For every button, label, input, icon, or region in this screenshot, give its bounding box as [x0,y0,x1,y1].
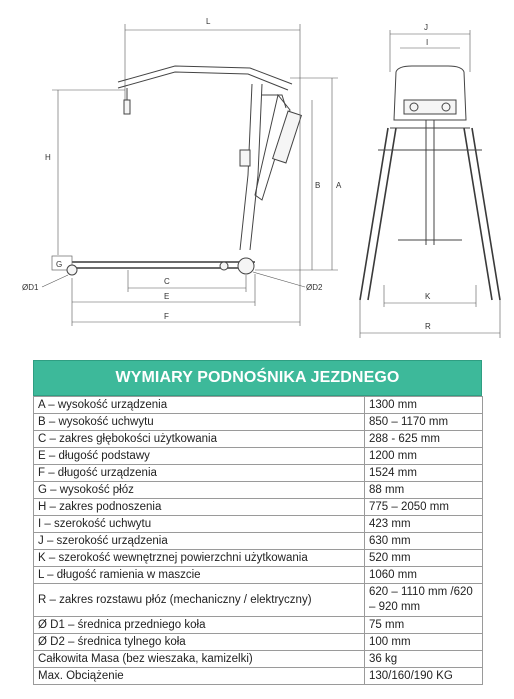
dim-label-B: B [315,181,321,190]
row-label: C – zakres głębokości użytkowania [34,431,365,448]
dim-label-A: A [336,181,342,190]
dim-label-G: G [56,260,63,269]
row-value: 288 - 625 mm [365,431,483,448]
front-view [360,23,500,338]
row-value: 130/160/190 KG [365,668,483,685]
row-value: 36 kg [365,651,483,668]
row-value: 850 – 1170 mm [365,414,483,431]
table-row [34,448,483,465]
dim-label-I: I [426,38,429,47]
table-row [34,668,483,685]
row-label: R – zakres rozstawu płóz (mechaniczny / elektryczny) [34,584,365,617]
row-value: 1300 mm [365,397,483,414]
table-title: WYMIARY PODNOŚNIKA JEZDNEGO [115,369,400,386]
row-value: 1524 mm [365,465,483,482]
dim-label-J: J [424,23,428,32]
row-label: A – wysokość urządzenia [34,397,365,414]
table-title-bar [33,360,482,396]
row-label: Ø D2 – średnica tylnego koła [34,634,365,651]
dim-label-K: K [425,292,431,301]
row-label: G – wysokość płóz [34,482,365,499]
row-value: 1200 mm [365,448,483,465]
dim-label-D1: ØD1 [22,283,39,292]
row-label: Max. Obciążenie [34,668,365,685]
table-row [34,516,483,533]
dim-label-F: F [164,312,169,321]
dim-label-D2: ØD2 [306,283,323,292]
row-value: 630 mm [365,533,483,550]
row-label: H – zakres podnoszenia [34,499,365,516]
table-row [34,482,483,499]
row-label: I – szerokość uchwytu [34,516,365,533]
dim-label-H: H [45,153,51,162]
dim-label-R: R [425,322,431,331]
side-view [22,17,342,326]
dimensions-table [33,360,482,685]
row-value: 520 mm [365,550,483,567]
row-value: 88 mm [365,482,483,499]
table-row [34,617,483,634]
table-row [34,651,483,668]
row-label: E – długość podstawy [34,448,365,465]
row-label: K – szerokość wewnętrznej powierzchni użytkowania [34,550,365,567]
dimensions-grid [33,396,483,685]
table-row [34,414,483,431]
table-row [34,634,483,651]
table-row [34,499,483,516]
row-label: L – długość ramienia w maszcie [34,567,365,584]
row-value: 423 mm [365,516,483,533]
row-label: F – długość urządzenia [34,465,365,482]
table-row [34,431,483,448]
table-row [34,550,483,567]
row-value: 75 mm [365,617,483,634]
table-row [34,465,483,482]
row-label: Ø D1 – średnica przedniego koła [34,617,365,634]
row-label: J – szerokość urządzenia [34,533,365,550]
row-label: B – wysokość uchwytu [34,414,365,431]
technical-drawing [0,0,514,345]
table-row [34,584,483,617]
dim-label-L: L [206,17,211,26]
table-row [34,397,483,414]
row-value: 1060 mm [365,567,483,584]
dim-label-C: C [164,277,170,286]
dim-label-E: E [164,292,170,301]
table-row [34,533,483,550]
row-value: 620 – 1110 mm /620 – 920 mm [365,584,483,617]
table-row [34,567,483,584]
row-value: 775 – 2050 mm [365,499,483,516]
row-label: Całkowita Masa (bez wieszaka, kamizelki) [34,651,365,668]
row-value: 100 mm [365,634,483,651]
